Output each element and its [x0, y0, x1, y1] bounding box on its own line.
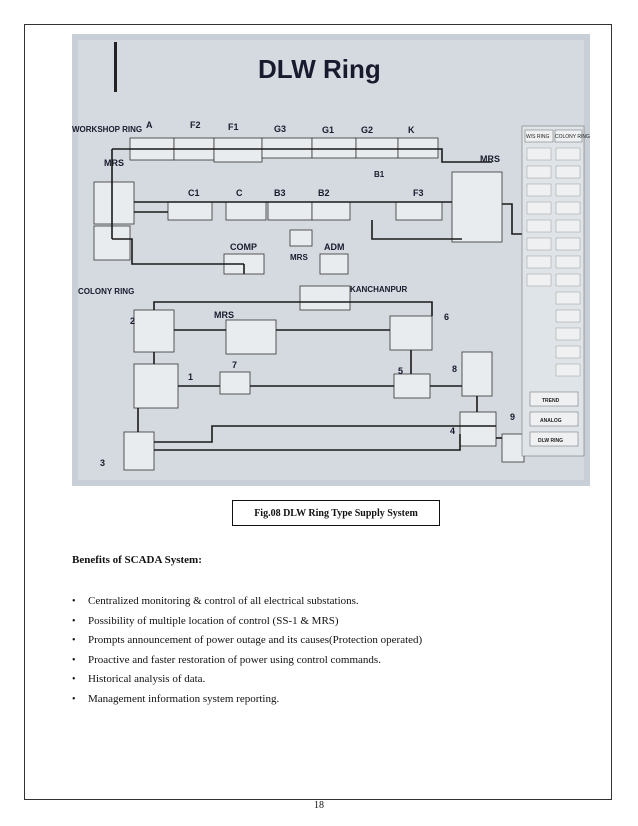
colony-node-7: 7 — [232, 360, 238, 370]
colony-node-4: 4 — [450, 426, 456, 436]
substation-c1-label: C1 — [188, 188, 200, 198]
comp-label: COMP — [230, 242, 257, 252]
bullet-icon: • — [72, 674, 76, 685]
dlw-ring-button: DLW RING — [538, 438, 563, 444]
page-number: 18 — [314, 800, 324, 811]
substation-f2-label: F2 — [190, 120, 201, 130]
colony-node-5: 5 — [398, 366, 404, 376]
bullet-icon: • — [72, 596, 76, 607]
mrs-center-label: MRS — [290, 253, 308, 262]
dlw-ring-diagram — [72, 34, 590, 486]
mrs-left-label: MRS — [104, 158, 124, 168]
colony-node-3: 3 — [100, 458, 106, 468]
substation-g2-label: G2 — [361, 125, 374, 135]
colony-ring-button: COLONY RING — [555, 134, 590, 140]
list-item: • Possibility of multiple location of control (SS-1 & MRS) — [72, 614, 339, 627]
list-item: • Centralized monitoring & control of all electrical substations. — [72, 595, 359, 607]
substation-b3-label: B3 — [274, 188, 286, 198]
colony-node-9: 9 — [510, 412, 516, 422]
colony-node-6: 6 — [444, 312, 450, 322]
trend-button: TREND — [542, 398, 560, 404]
list-item: • Proactive and faster restoration of power using control commands. — [72, 653, 381, 666]
substation-f3-label: F3 — [413, 188, 424, 198]
bullet-icon: • — [72, 654, 76, 666]
ws-ring-button: W/S RING — [526, 134, 550, 140]
adm-label: ADM — [324, 242, 345, 252]
substation-b1-label: B1 — [374, 170, 385, 179]
bullet-icon: • — [72, 693, 76, 705]
kanchanpur-label: KANCHANPUR — [350, 285, 408, 294]
bullet-icon: • — [72, 615, 76, 627]
mrs-colony-label: MRS — [214, 310, 234, 320]
substation-k-label: K — [408, 125, 415, 135]
benefits-list — [72, 595, 422, 712]
mrs-right-label: MRS — [480, 154, 500, 164]
substation-g3-label: G3 — [274, 124, 287, 134]
workshop-ring-label: WORKSHOP RING — [72, 125, 143, 134]
colony-ring-label: COLONY RING — [78, 287, 135, 296]
bullet-icon: • — [72, 635, 76, 646]
substation-a-label: A — [146, 120, 153, 130]
substation-c-label: C — [236, 188, 243, 198]
colony-node-2: 2 — [130, 316, 136, 326]
figure-caption: Fig.08 DLW Ring Type Supply System — [232, 500, 440, 526]
substation-f1-label: F1 — [228, 122, 239, 132]
list-item: • Prompts announcement of power outage and its causes(Protection operated) — [72, 634, 423, 646]
analog-button: ANALOG — [540, 418, 562, 424]
list-item: • Historical analysis of data. — [72, 673, 206, 685]
colony-node-8: 8 — [452, 364, 458, 374]
colony-node-1: 1 — [188, 372, 194, 382]
substation-g1-label: G1 — [322, 125, 335, 135]
diagram-title: DLW Ring — [258, 54, 381, 84]
substation-b2-label: B2 — [318, 188, 330, 198]
section-heading: Benefits of SCADA System: — [72, 554, 202, 566]
list-item: • Management information system reporting. — [72, 692, 280, 705]
